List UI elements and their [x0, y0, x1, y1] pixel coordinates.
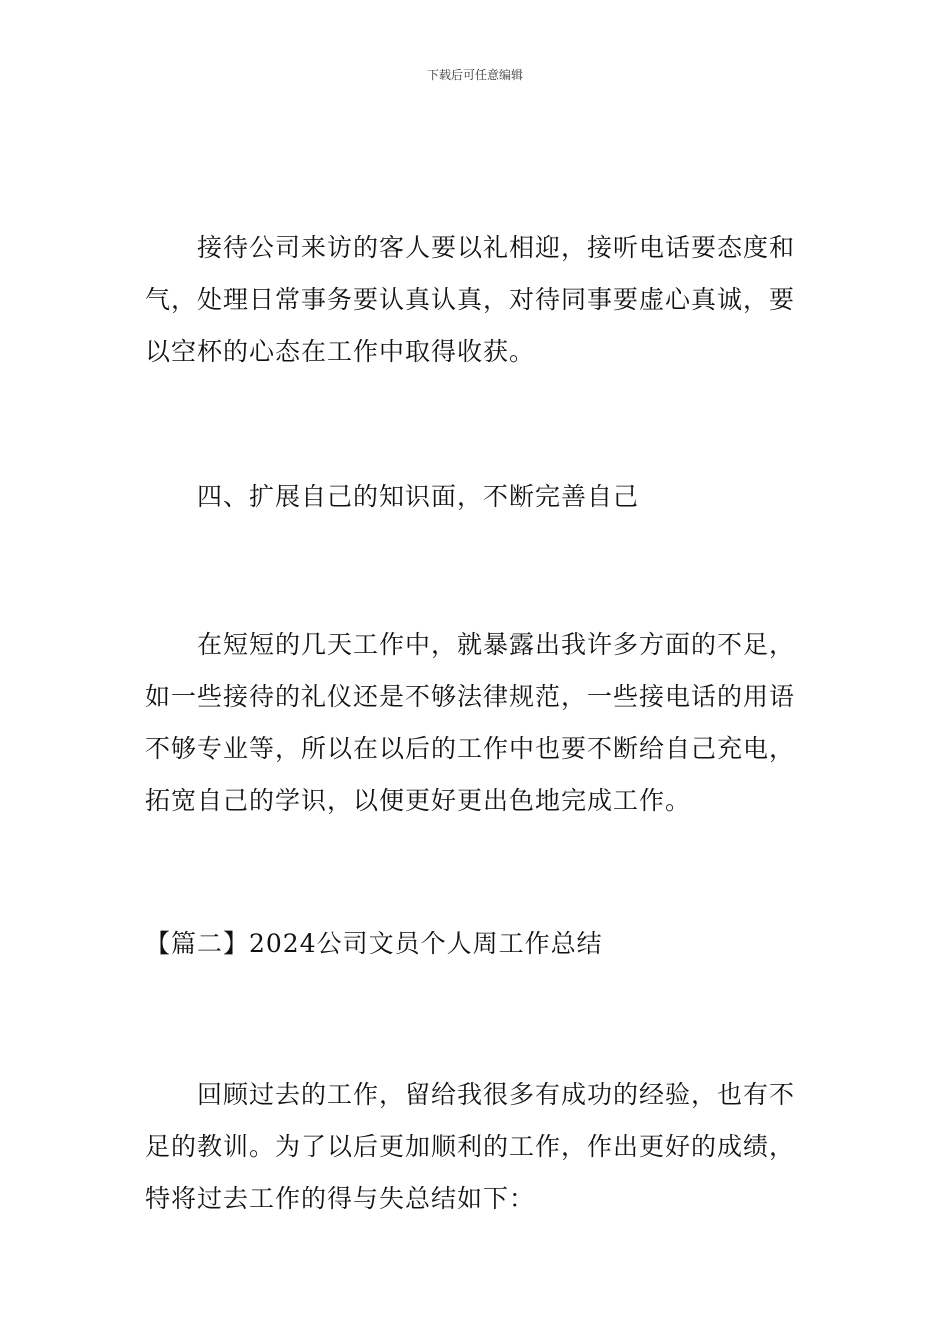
- page-header-note: 下载后可任意编辑: [426, 68, 523, 82]
- paragraph-reception: 接待公司来访的客人要以礼相迎，接听电话要态度和气，处理日常事务要认真认真，对待同事要虚心真诚，要以空杯的心态在工作中取得收获。: [145, 233, 796, 366]
- paragraph-shortcomings: 在短短的几天工作中，就暴露出我许多方面的不足，如一些接待的礼仪还是不够法律规范，一些接电话的用语不够专业等，所以在以后的工作中也要不断给自己充电，拓宽自己的学识，以便更好更出色地完成工作。: [145, 630, 796, 815]
- section-heading-four: 四、扩展自己的知识面，不断完善自己: [197, 482, 640, 511]
- article-title-part-two: 【篇二】2024公司文员个人周工作总结: [145, 929, 603, 958]
- paragraph-review: 回顾过去的工作，留给我很多有成功的经验，也有不足的教训。为了以后更加顺利的工作，作出更好的成绩，特将过去工作的得与失总结如下：: [145, 1080, 796, 1213]
